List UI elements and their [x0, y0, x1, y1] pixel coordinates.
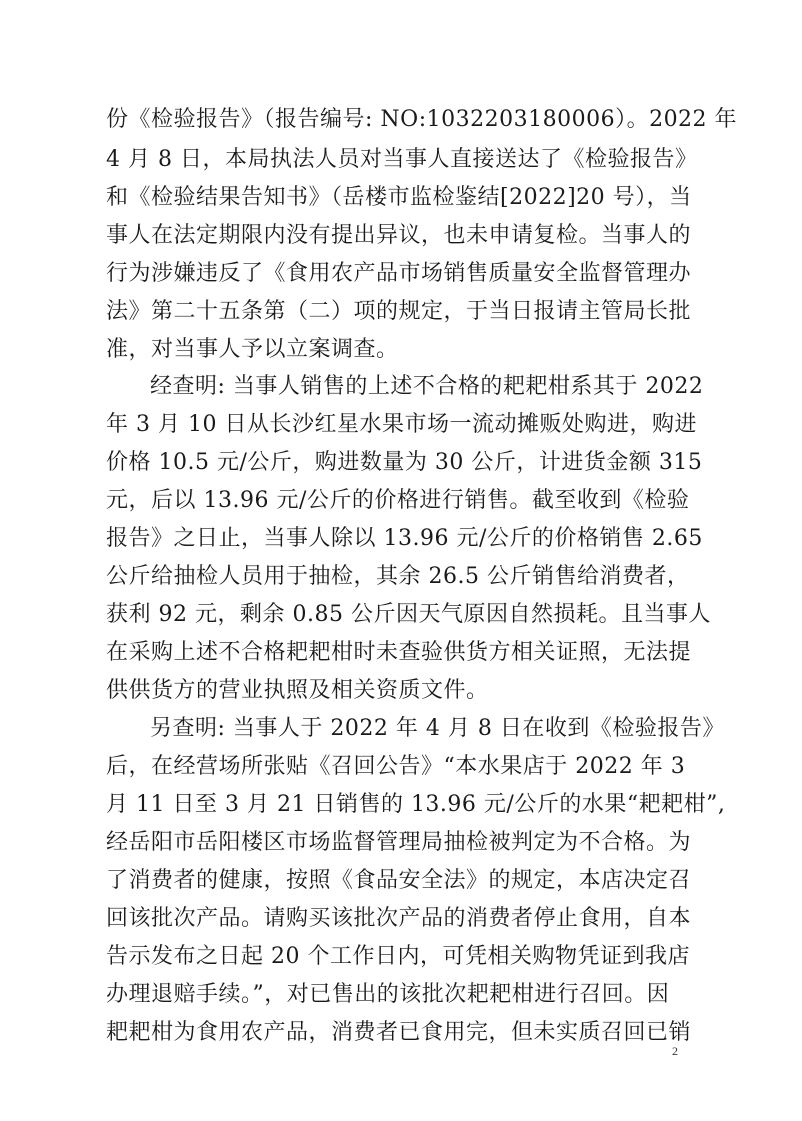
text-line: 获利 92 元，剩余 0.85 公斤因天气原因自然损耗。且当事人	[106, 602, 711, 627]
text-line: 年 3 月 10 日从长沙红星水果市场一流动摊贩处购进，购进	[106, 412, 697, 437]
text-line: 在采购上述不合格耙耙柑时未查验供货方相关证照，无法提	[106, 640, 692, 665]
text-line: 报告》之日止，当事人除以 13.96 元/公斤的价格销售 2.65	[106, 526, 703, 551]
text-line: 供供货方的营业执照及相关资质文件。	[106, 678, 489, 703]
text-line: 告示发布之日起 20 个工作日内，可凭相关购物凭证到我店	[106, 944, 690, 969]
text-line: 月 11 日至 3 月 21 日销售的 13.96 元/公斤的水果“耙耙柑”,	[106, 792, 726, 817]
text-line: 行为涉嫌违反了《食用农产品市场销售质量安全监督管理办	[106, 261, 692, 286]
text-line: 事人在法定期限内没有提出异议，也未申请复检。当事人的	[106, 223, 692, 248]
text-line: 公斤给抽检人员用于抽检，其余 26.5 公斤销售给消费者，	[106, 564, 690, 589]
text-line: 耙耙柑为食用农产品，消费者已食用完，但未实质召回已销	[106, 1020, 692, 1045]
page-number: 2	[672, 1044, 678, 1058]
text-line: 准，对当事人予以立案调查。	[106, 337, 399, 362]
text-line: 元，后以 13.96 元/公斤的价格进行销售。截至收到《检验	[106, 488, 690, 513]
text-line: 价格 10.5 元/公斤，购进数量为 30 公斤，计进货金额 315	[106, 450, 703, 475]
text-line: 办理退赔手续。”，对已售出的该批次耙耙柑进行召回。因	[106, 982, 670, 1007]
text-line: 了消费者的健康，按照《食品安全法》的规定，本店决定召	[106, 868, 692, 893]
text-line: 回该批次产品。请购买该批次产品的消费者停止食用，自本	[106, 906, 692, 931]
text-line: 法》第二十五条第（二）项的规定，于当日报请主管局长批	[106, 299, 692, 324]
paragraph-first-line: 另查明: 当事人于 2022 年 4 月 8 日在收到《检验报告》	[150, 716, 725, 741]
paragraph-first-line: 经查明: 当事人销售的上述不合格的耙耙柑系其于 2022	[150, 374, 704, 399]
text-line: 后，在经营场所张贴《召回公告》“本水果店于 2022 年 3	[106, 754, 686, 779]
text-line: 和《检验结果告知书》（岳楼市监检鉴结[2022]20 号），当	[106, 185, 692, 210]
text-line: 份《检验报告》（报告编号: NO:1032203180006）。2022 年	[106, 107, 738, 132]
text-line: 经岳阳市岳阳楼区市场监督管理局抽检被判定为不合格。为	[106, 830, 692, 855]
text-line: 4 月 8 日，本局执法人员对当事人直接送达了《检验报告》	[106, 147, 698, 172]
